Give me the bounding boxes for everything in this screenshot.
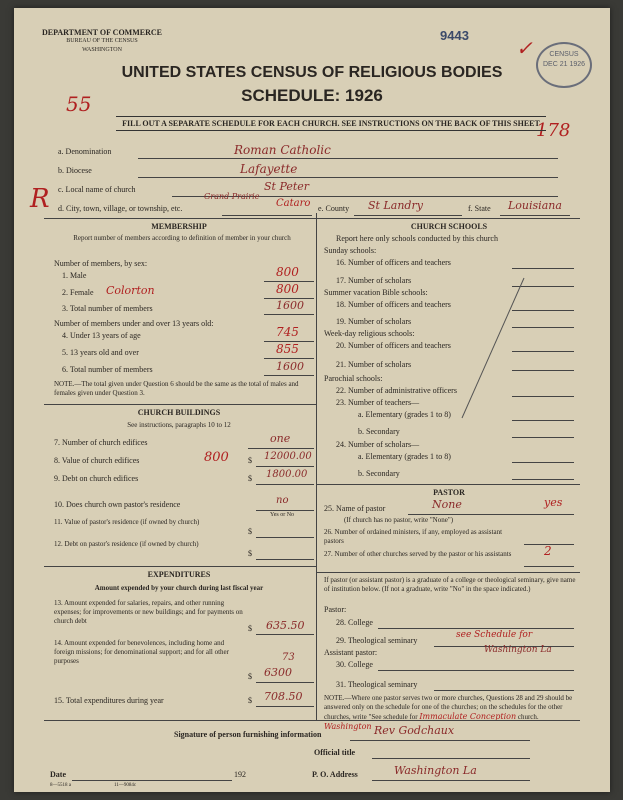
q7-value: one: [270, 432, 291, 445]
q24b-label: b. Secondary: [358, 469, 400, 478]
note-place: Washington: [324, 722, 372, 731]
signature-label: Signature of person furnishing information: [174, 730, 322, 739]
q23a-label: a. Elementary (grades 1 to 8): [358, 410, 451, 419]
q16-label: 16. Number of officers and teachers: [336, 258, 451, 267]
expenditures-sub: Amount expended by your church during last fiscal year: [94, 584, 264, 592]
q10-value: no: [276, 495, 289, 506]
q2-value: 800: [276, 282, 299, 296]
assistant-sub-label: Assistant pastor:: [324, 648, 378, 657]
q25-label: 25. Name of pastor: [324, 504, 386, 513]
census-date-stamp: CENSUS DEC 21 1926: [536, 42, 592, 88]
q1-label: 1. Male: [62, 271, 87, 280]
local-name-value: St Peter: [264, 180, 310, 193]
q14-label: 14. Amount expended for benevolences, including home and foreign missions; for denominational support; and for all other purposes: [54, 639, 229, 665]
q14-value: 73: [282, 652, 295, 663]
q8-value: 12000.00: [264, 451, 312, 462]
q15-value: 708.50: [264, 690, 303, 703]
q13-label: 13. Amount expended for salaries, repairs, and other running expenses; for improvements or new buildings; and for payments on church debt: [54, 599, 243, 625]
strike-through-line: [454, 274, 534, 424]
sunday-label: Sunday schools:: [324, 246, 377, 255]
q9-label: 9. Debt on church edifices: [54, 474, 139, 483]
pastor-sub-label: Pastor:: [324, 605, 347, 614]
q13-value: 635.50: [266, 619, 305, 632]
q9-value: 1800.00: [266, 469, 308, 480]
check-mark: ✓: [516, 36, 533, 60]
form-code-2: 11—9084c: [114, 783, 137, 788]
q15-label: 15. Total expenditures during year: [54, 696, 164, 705]
q14-value-2: 6300: [264, 666, 292, 679]
q20-label: 20. Number of officers and teachers: [336, 341, 451, 350]
q2-note: Colorton: [106, 284, 155, 297]
schools-title: CHURCH SCHOOLS: [410, 222, 488, 231]
mark-right: 178: [536, 120, 571, 141]
q4-label: 4. Under 13 years of age: [62, 331, 141, 340]
summer-label: Summer vacation Bible schools:: [324, 288, 428, 297]
city-name: WASHINGTON: [82, 47, 122, 53]
pastor-note: NOTE.—Where one pastor serves two or more churches, Questions 28 and 29 should be answered only on the schedule for one of the churches; on the schedules for the other churches, write "See schedule for Immaculate Conception church. Washington: [324, 694, 573, 731]
q5-value: 855: [276, 342, 299, 356]
q17-label: 17. Number of scholars: [336, 276, 412, 285]
q5-label: 5. 13 years old and over: [62, 348, 139, 357]
buildings-title: CHURCH BUILDINGS: [137, 408, 221, 417]
q25-mark: yes: [544, 496, 563, 509]
q11-label: 11. Value of pastor's residence (if owned by church): [54, 518, 200, 526]
q31-label: 31. Theological seminary: [336, 680, 418, 689]
q30-label: 30. College: [336, 660, 373, 669]
state-label: f. State: [468, 204, 491, 213]
dept-name: DEPARTMENT OF COMMERCE: [42, 28, 163, 37]
q26-label: 26. Number of ordained ministers, if any, employed as assistant pastors: [324, 528, 503, 545]
form-subtitle: SCHEDULE: 1926: [241, 86, 383, 105]
city-label: d. City, town, village, or township, etc.: [58, 204, 183, 213]
membership-note: NOTE.—The total given under Question 6 should be the same as the total of males and females given under Question 3.: [54, 380, 299, 397]
q24-label: 24. Number of scholars—: [336, 440, 420, 449]
signature-value: Rev Godchaux: [374, 724, 455, 737]
q27-mark: 2: [544, 544, 552, 558]
state-value: Louisiana: [508, 199, 562, 212]
q23-label: 23. Number of teachers—: [336, 398, 420, 407]
q29-value: see Schedule for: [456, 630, 533, 640]
q29-value-2: Washington La: [484, 645, 552, 655]
q25-value: None: [432, 498, 462, 511]
date-label: Date: [50, 770, 66, 779]
q1-value: 800: [276, 265, 299, 279]
q2-label: 2. Female: [62, 288, 94, 297]
q23b-label: b. Secondary: [358, 427, 400, 436]
expenditures-title: EXPENDITURES: [147, 570, 211, 579]
department-header: [42, 28, 162, 55]
note-fill: Immaculate Conception: [419, 712, 517, 721]
graduate-intro: If pastor (or assistant pastor) is a graduate of a college or theological seminary, give name of institution below. (If not a graduate, write "No" in the space indicated.): [324, 576, 576, 593]
official-title-label: Official title: [314, 748, 356, 757]
diocese-label: b. Diocese: [58, 166, 92, 175]
q10-hint: Yes or No: [270, 512, 295, 518]
q18-label: 18. Number of officers and teachers: [336, 300, 451, 309]
q28-label: 28. College: [336, 618, 373, 627]
bureau-name: BUREAU OF THE CENSUS: [66, 38, 138, 44]
po-address-label: P. O. Address: [312, 770, 358, 779]
q6-value: 1600: [276, 360, 304, 373]
pastor-title: PASTOR: [433, 488, 465, 497]
census-schedule-page: DEPARTMENT OF COMMERCE BUREAU OF THE CENSUS WASHINGTON 9443 ✓ CENSUS DEC 21 1926 55 UNITED STATES CENSUS OF RELIGIOUS BODIES SCHEDULE: 1926 178 FILL OUT A SEPARATE SCHEDULE FOR EACH CHURCH. SEE INSTRUCTIONS ON THE BACK OF THIS SHEET R a. Denomination Roman Catholic b. Diocese Lafayette c. Local name of church St Peter d. City, town, village, or township, etc. Grand Prairie Cataro e. County St Landry f. State Louisiana MEMBERSHIP Report number of members according to definition of member in your church Number of members, by sex: 1. Male 800 2. Female Colorton 800 3. Total number of members 1600 Number of members under and over 13 years old: 4. Under 13 years of age 745 5. 13 years old and over 855 6. Total number of members 1600 NOTE.—The total given under Question 6 should be the same as the total of males and females given under Question 3. CHURCH BUILDINGS See instructions, paragraphs 10 to 12 7. Number of church edifices one 8. Value of church edifices 800 $ 12000.00 9. Debt on church edifices $ 1800.00 10. Does church own pastor's residence no Yes or No 11. Value of pastor's residence (if owned by church) $ 12. Debt on pastor's residence (if owned by church) $ EXPENDITURES Amount expended by your church during last fiscal year 13. Amount expended for salaries, repairs, and other running expenses; for improvements or new buildings; and for payments on church debt $ 635.50 14. Amount expended for benevolences, including home and foreign missions; for denominational support; and for all other purposes 73 $ 6300 15. Total expenditures during year $ 708.50 CHURCH SCHOOLS Report here only schools conducted by this church Sunday schools: 16. Number of officers and teachers 17. Number of scholars Summer vacation Bible schools: 18. Number of officers and teachers 19. Number of scholars Week-day religious schools: 20. Number of officers and teachers 21. Number of scholars Parochial schools: 22. Number of administrative officers 23. Number of teachers— a. Elementary (grades 1 to 8) b. Secondary 24. Number of scholars— a. Elementary (grades 1 to 8) b. Secondary PASTOR 25. Name of pastor None yes (If church has no pastor, write "None") 26. Number of ordained ministers, if any, employed as assistant pastors 27. Number of other churches served by the pastor or his assistants 2 If pastor (or assistant pastor) is a graduate of a college or theological seminary, give name of institution below. (If not a graduate, write "No" in the space indicated.) Pastor: 28. College 29. Theological seminary see Schedule for Assistant pastor: Washington La 30. College 31. Theological seminary NOTE.—Where one pastor serves two or more churches, Questions 28 and 29 should be answered only on the schedule for one of the churches; on the schedules for the other churches, write "See schedule for Immaculate Conception church. Washington Signature of person furnishing information Rev Godchaux Official title Date 192 P. O. Address Washington La 8—5518 a 11—9084c: [14, 8, 610, 792]
q22-label: 22. Number of administrative officers: [336, 386, 457, 395]
by-sex-label: Number of members, by sex:: [54, 259, 148, 268]
diocese-value: Lafayette: [240, 162, 298, 176]
q7-label: 7. Number of church edifices: [54, 438, 148, 447]
q8-label: 8. Value of church edifices: [54, 456, 140, 465]
schools-intro: Report here only schools conducted by this church: [336, 234, 498, 243]
year-label: 192: [234, 770, 246, 779]
parochial-label: Parochial schools:: [324, 374, 383, 383]
q21-label: 21. Number of scholars: [336, 360, 412, 369]
q29-label: 29. Theological seminary: [336, 636, 418, 645]
mark-left: 55: [66, 92, 92, 116]
q24a-label: a. Elementary (grades 1 to 8): [358, 452, 451, 461]
instruction-line: FILL OUT A SEPARATE SCHEDULE FOR EACH CHURCH. SEE INSTRUCTIONS ON THE BACK OF THIS SHEET: [116, 116, 546, 131]
q8-note: 800: [204, 450, 229, 465]
q6-label: 6. Total number of members: [62, 365, 153, 374]
q12-label: 12. Debt on pastor's residence (if owned by church): [54, 540, 199, 548]
buildings-sub: See instructions, paragraphs 10 to 12: [127, 421, 231, 429]
mark-R: R: [30, 184, 50, 214]
weekday-label: Week-day religious schools:: [324, 329, 415, 338]
county-label: e. County: [318, 204, 350, 213]
q19-label: 19. Number of scholars: [336, 317, 412, 326]
denomination-label: a. Denomination: [58, 147, 112, 156]
local-name-label: c. Local name of church: [58, 185, 136, 194]
q3-value: 1600: [276, 299, 304, 312]
membership-intro: Report number of members according to definition of member in your church: [73, 234, 291, 242]
denomination-value: Roman Catholic: [234, 143, 331, 157]
schedule-number: 9443: [440, 28, 469, 43]
membership-title: MEMBERSHIP: [151, 222, 207, 231]
q4-value: 745: [276, 325, 299, 339]
form-code-1: 8—5518 a: [50, 783, 71, 788]
city-value: Grand Prairie: [204, 192, 260, 201]
form-title: UNITED STATES CENSUS OF RELIGIOUS BODIES: [121, 64, 503, 81]
q25-hint: (If church has no pastor, write "None"): [344, 516, 454, 524]
age-intro-label: Number of members under and over 13 years old:: [54, 319, 214, 328]
po-address-value: Washington La: [394, 764, 477, 777]
county-value: St Landry: [368, 199, 423, 212]
city-value-2: Cataro: [276, 198, 311, 209]
q3-label: 3. Total number of members: [62, 304, 153, 313]
q27-label: 27. Number of other churches served by the pastor or his assistants: [324, 550, 512, 558]
q10-label: 10. Does church own pastor's residence: [54, 500, 181, 509]
